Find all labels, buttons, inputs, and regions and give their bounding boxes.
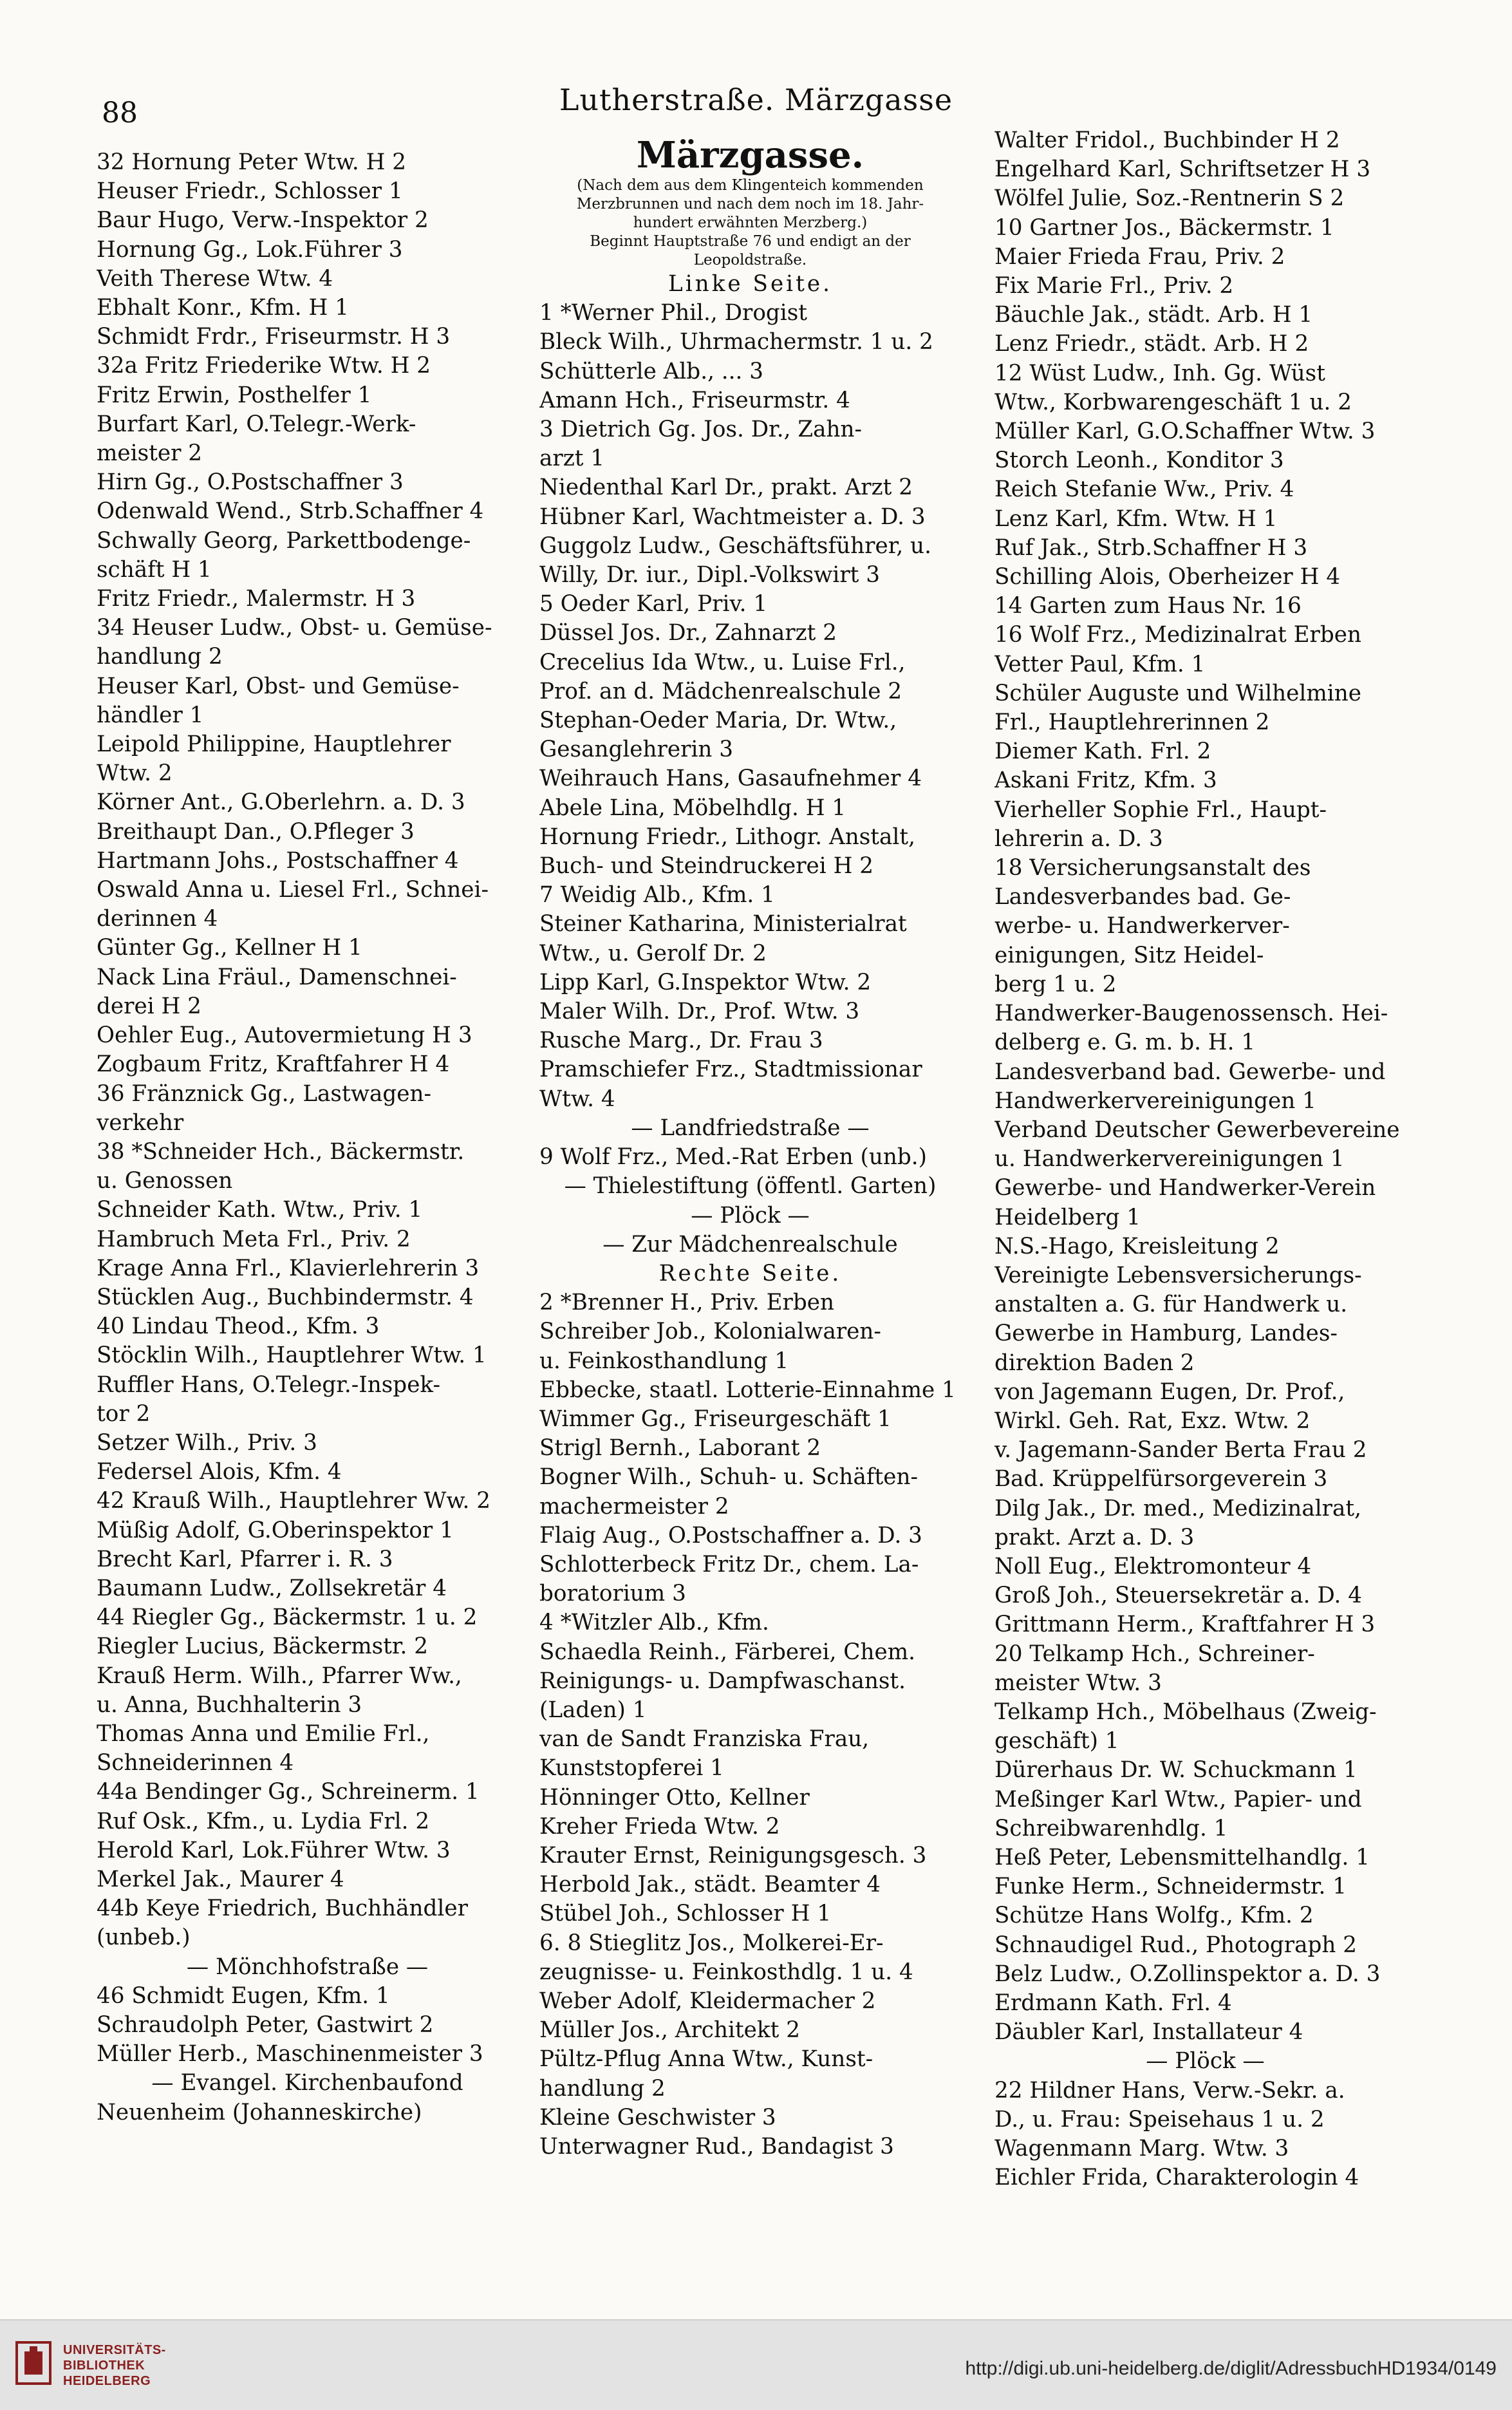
directory-line: Däubler Karl, Installateur 4: [994, 2019, 1303, 2046]
directory-line: Storch Leonh., Konditor 3: [994, 447, 1284, 474]
directory-line: 4 *Witzler Alb., Kfm.: [539, 1610, 769, 1636]
running-header: Lutherstraße. Märzgasse: [559, 82, 953, 117]
directory-line: Eichler Frida, Charakterologin 4: [994, 2165, 1359, 2191]
directory-line: (unbeb.): [97, 1925, 191, 1951]
directory-line: Maler Wilh. Dr., Prof. Wtw. 3: [539, 999, 860, 1025]
directory-line: Handwerker-Baugenossensch. Hei-: [994, 1001, 1388, 1027]
directory-line: Unterwagner Rud., Bandagist 3: [539, 2134, 894, 2160]
directory-line: Günter Gg., Kellner H 1: [97, 935, 362, 961]
directory-line: Thomas Anna und Emilie Frl.,: [97, 1720, 430, 1747]
directory-line: arzt 1: [539, 446, 605, 472]
directory-line: Kleine Geschwister 3: [539, 2104, 776, 2131]
directory-line: Brecht Karl, Pfarrer i. R. 3: [97, 1546, 393, 1572]
directory-line: 5 Oeder Karl, Priv. 1: [539, 591, 768, 617]
directory-line: Dürerhaus Dr. W. Schuckmann 1: [994, 1757, 1358, 1784]
logo-line: HEIDELBERG: [63, 2374, 151, 2388]
directory-line: Ruffler Hans, O.Telegr.-Inspek-: [97, 1371, 441, 1398]
directory-line: werbe- u. Handwerkerver-: [994, 913, 1290, 939]
directory-line: 38 *Schneider Hch., Bäckermstr.: [97, 1138, 465, 1165]
directory-line: Gesanglehrerin 3: [539, 737, 734, 763]
directory-line: 44 Riegler Gg., Bäckermstr. 1 u. 2: [97, 1605, 478, 1631]
directory-line: Dilg Jak., Dr. med., Medizinalrat,: [994, 1495, 1361, 1521]
directory-line: Schneider Kath. Wtw., Priv. 1: [97, 1197, 423, 1223]
directory-line: Gewerbe- und Handwerker-Verein: [994, 1175, 1376, 1201]
directory-line: Bleck Wilh., Uhrmachermstr. 1 u. 2: [539, 329, 933, 355]
directory-line: 20 Telkamp Hch., Schreiner-: [994, 1641, 1315, 1667]
left-side-heading: Linke Seite.: [668, 271, 832, 297]
directory-line: Bogner Wilh., Schuh- u. Schäften-: [539, 1464, 919, 1491]
directory-line: Grittmann Herm., Kraftfahrer H 3: [994, 1612, 1376, 1638]
directory-line: Wirkl. Geh. Rat, Exz. Wtw. 2: [994, 1407, 1311, 1434]
directory-line: Niedenthal Karl Dr., prakt. Arzt 2: [539, 475, 913, 501]
directory-line: Reich Stefanie Ww., Priv. 4: [994, 476, 1294, 503]
directory-line: geschäft) 1: [994, 1728, 1119, 1755]
directory-line: Hambruch Meta Frl., Priv. 2: [97, 1226, 411, 1252]
directory-line: handlung 2: [539, 2075, 666, 2102]
directory-line: 32 Hornung Peter Wtw. H 2: [97, 149, 407, 175]
directory-line: Schneiderinnen 4: [97, 1750, 294, 1776]
directory-line: 9 Wolf Frz., Med.-Rat Erben (unb.): [539, 1144, 927, 1171]
directory-line: Hornung Friedr., Lithogr. Anstalt,: [539, 824, 915, 850]
directory-line: Schlotterbeck Fritz Dr., chem. La-: [539, 1551, 919, 1577]
directory-line: Diemer Kath. Frl. 2: [994, 739, 1211, 765]
directory-line: 12 Wüst Ludw., Inh. Gg. Wüst: [994, 360, 1325, 386]
directory-line: Vetter Paul, Kfm. 1: [994, 651, 1206, 677]
directory-line: prakt. Arzt a. D. 3: [994, 1524, 1195, 1550]
directory-line: Wtw. 2: [97, 760, 173, 787]
directory-line: — Mönchhofstraße —: [186, 1953, 429, 1980]
directory-line: Schreiber Job., Kolonialwaren-: [539, 1319, 881, 1345]
note-line: Merzbrunnen und nach dem noch im 18. Jahr-: [576, 196, 924, 212]
directory-line: Leipold Philippine, Hauptlehrer: [97, 731, 451, 758]
directory-line: 3 Dietrich Gg. Jos. Dr., Zahn-: [539, 417, 863, 443]
directory-line: delberg e. G. m. b. H. 1: [994, 1030, 1256, 1056]
directory-line: Schmidt Frdr., Friseurmstr. H 3: [97, 324, 451, 350]
directory-line: Handwerkervereinigungen 1: [994, 1087, 1316, 1114]
directory-line: Groß Joh., Steuersekretär a. D. 4: [994, 1583, 1363, 1609]
directory-line: Krauter Ernst, Reinigungsgesch. 3: [539, 1842, 927, 1869]
directory-line: Lenz Friedr., städt. Arb. H 2: [994, 331, 1309, 357]
directory-line: meister 2: [97, 440, 203, 467]
directory-line: 34 Heuser Ludw., Obst- u. Gemüse-: [97, 615, 492, 641]
directory-line: N.S.-Hago, Kreisleitung 2: [994, 1233, 1280, 1259]
directory-line: derei H 2: [97, 993, 201, 1019]
column-middle: [539, 134, 961, 2161]
directory-line: Flaig Aug., O.Postschaffner a. D. 3: [539, 1522, 922, 1549]
directory-line: Odenwald Wend., Strb.Schaffner 4: [97, 498, 484, 525]
directory-line: Fritz Erwin, Posthelfer 1: [97, 382, 372, 408]
directory-line: Stöcklin Wilh., Hauptlehrer Wtw. 1: [97, 1342, 487, 1369]
directory-line: v. Jagemann-Sander Berta Frau 2: [994, 1437, 1367, 1464]
directory-line: Kreher Frieda Wtw. 2: [539, 1813, 780, 1840]
directory-line: Abele Lina, Möbelhdlg. H 1: [539, 795, 846, 821]
directory-line: Vierheller Sophie Frl., Haupt-: [994, 796, 1327, 823]
directory-line: Willy, Dr. iur., Dipl.-Volkswirt 3: [539, 562, 881, 588]
directory-line: Heidelberg 1: [994, 1204, 1141, 1230]
directory-line: Schreibwarenhdlg. 1: [994, 1815, 1228, 1841]
directory-line: Neuenheim (Johanneskirche): [97, 2099, 422, 2125]
directory-line: 6. 8 Stieglitz Jos., Molkerei-Er-: [539, 1930, 884, 1956]
directory-line: Meßinger Karl Wtw., Papier- und: [994, 1786, 1362, 1812]
directory-line: Erdmann Kath. Frl. 4: [994, 1990, 1232, 2016]
directory-line: schäft H 1: [97, 556, 212, 583]
note-line: hundert erwähnten Merzberg.): [633, 214, 868, 231]
directory-line: von Jagemann Eugen, Dr. Prof.,: [994, 1379, 1345, 1405]
directory-line: einigungen, Sitz Heidel-: [994, 942, 1264, 968]
directory-line: boratorium 3: [539, 1581, 686, 1607]
directory-line: lehrerin a. D. 3: [994, 825, 1163, 852]
directory-line: Rechte Seite.: [658, 1260, 842, 1286]
directory-line: Heuser Friedr., Schlosser 1: [97, 178, 403, 205]
directory-line: Heß Peter, Lebensmittelhandlg. 1: [994, 1844, 1370, 1870]
directory-line: Setzer Wilh., Priv. 3: [97, 1429, 317, 1456]
directory-line: Müller Jos., Architekt 2: [539, 2017, 800, 2044]
directory-line: Schaedla Reinh., Färberei, Chem.: [539, 1639, 915, 1665]
directory-line: Schütterle Alb., ... 3: [539, 358, 764, 384]
directory-line: Ruf Jak., Strb.Schaffner H 3: [994, 534, 1308, 561]
street-etymology-note: [539, 176, 961, 270]
directory-line: Crecelius Ida Wtw., u. Luise Frl.,: [539, 649, 906, 675]
directory-line: Verband Deutscher Gewerbevereine: [994, 1116, 1400, 1143]
logo-line: UNIVERSITÄTS-: [63, 2343, 166, 2357]
directory-line: Ebbecke, staatl. Lotterie-Einnahme 1: [539, 1377, 956, 1403]
directory-line: 42 Krauß Wilh., Hauptlehrer Ww. 2: [97, 1488, 491, 1514]
street-heading: Märzgasse.: [636, 134, 864, 176]
directory-line: Burfart Karl, O.Telegr.-Werk-: [97, 411, 416, 437]
directory-line: Merkel Jak., Maurer 4: [97, 1866, 344, 1892]
directory-line: Landesverbandes bad. Ge-: [994, 884, 1291, 910]
directory-line: Körner Ant., G.Oberlehrn. a. D. 3: [97, 789, 465, 816]
directory-line: Lipp Karl, G.Inspektor Wtw. 2: [539, 969, 872, 995]
directory-line: derinnen 4: [97, 906, 218, 932]
directory-line: 18 Versicherungsanstalt des: [994, 855, 1311, 881]
directory-line: Schüler Auguste und Wilhelmine: [994, 680, 1361, 706]
directory-line: Schütze Hans Wolfg., Kfm. 2: [994, 1903, 1314, 1929]
directory-line: 44a Bendinger Gg., Schreinerm. 1: [97, 1779, 480, 1805]
directory-line: Pramschiefer Frz., Stadtmissionar: [539, 1057, 922, 1083]
directory-line: berg 1 u. 2: [994, 971, 1117, 997]
middle-entries: [539, 299, 961, 2161]
directory-line: Rusche Marg., Dr. Frau 3: [539, 1028, 823, 1054]
directory-line: zeugnisse- u. Feinkosthdlg. 1 u. 4: [539, 1959, 913, 1985]
note-line: Beginnt Hauptstraße 76 und endigt an der: [590, 233, 911, 250]
directory-line: Müller Herb., Maschinenmeister 3: [97, 2041, 483, 2067]
directory-line: u. Anna, Buchhalterin 3: [97, 1691, 362, 1718]
directory-line: Strigl Bernh., Laborant 2: [539, 1435, 821, 1462]
directory-line: meister Wtw. 3: [994, 1670, 1162, 1696]
directory-line: handlung 2: [97, 644, 223, 670]
note-line: Leopoldstraße.: [693, 252, 807, 268]
directory-line: Müßig Adolf, G.Oberinspektor 1: [97, 1517, 454, 1543]
note-line: (Nach dem aus dem Klingenteich kommenden: [577, 177, 924, 194]
directory-line: — Plöck —: [1146, 2048, 1265, 2075]
directory-line: Pültz-Pflug Anna Wtw., Kunst-: [539, 2046, 873, 2073]
directory-line: 2 *Brenner H., Priv. Erben: [539, 1290, 835, 1316]
directory-line: Bäuchle Jak., städt. Arb. H 1: [994, 302, 1313, 328]
directory-line: Wtw., u. Gerolf Dr. 2: [539, 940, 767, 966]
directory-line: Stübel Joh., Schlosser H 1: [539, 1901, 832, 1927]
directory-line: — Landfriedstraße —: [631, 1115, 870, 1141]
directory-line: tor 2: [97, 1400, 151, 1427]
directory-line: Landesverband bad. Gewerbe- und: [994, 1059, 1386, 1085]
directory-line: 22 Hildner Hans, Verw.-Sekr. a.: [994, 2077, 1345, 2104]
directory-line: u. Handwerkervereinigungen 1: [994, 1146, 1345, 1172]
directory-line: — Plöck —: [691, 1202, 810, 1229]
logo-line: BIBLIOTHEK: [63, 2358, 145, 2373]
directory-line: Stephan-Oeder Maria, Dr. Wtw.,: [539, 708, 897, 734]
directory-line: machermeister 2: [539, 1493, 729, 1520]
directory-line: Baur Hugo, Verw.-Inspektor 2: [97, 207, 429, 234]
directory-line: Riegler Lucius, Bäckermstr. 2: [97, 1633, 428, 1660]
directory-line: Reinigungs- u. Dampfwaschanst.: [539, 1668, 906, 1694]
directory-line: — Zur Mädchenrealschule: [602, 1231, 898, 1257]
directory-line: Telkamp Hch., Möbelhaus (Zweig-: [994, 1699, 1377, 1725]
directory-line: D., u. Frau: Speisehaus 1 u. 2: [994, 2106, 1325, 2132]
directory-line: Oswald Anna u. Liesel Frl., Schnei-: [97, 877, 489, 903]
directory-line: — Thielestiftung (öffentl. Garten): [564, 1173, 937, 1200]
directory-line: Maier Frieda Frau, Priv. 2: [994, 243, 1285, 270]
directory-line: u. Genossen: [97, 1168, 233, 1194]
directory-line: Vereinigte Lebensversicherungs-: [994, 1262, 1362, 1288]
directory-line: Schilling Alois, Oberheizer H 4: [994, 564, 1341, 590]
directory-line: Hornung Gg., Lok.Führer 3: [97, 236, 403, 263]
directory-line: Herold Karl, Lok.Führer Wtw. 3: [97, 1837, 451, 1863]
column-right: [994, 126, 1416, 2192]
directory-line: Baumann Ludw., Zollsekretär 4: [97, 1575, 447, 1601]
directory-line: Herbold Jak., städt. Beamter 4: [539, 1872, 881, 1898]
directory-line: Hirn Gg., O.Postschaffner 3: [97, 469, 404, 496]
directory-line: Heuser Karl, Obst- und Gemüse-: [97, 673, 460, 699]
directory-line: Krage Anna Frl., Klavierlehrerin 3: [97, 1255, 480, 1281]
directory-line: Veith Therese Wtw. 4: [97, 265, 333, 292]
directory-line: 46 Schmidt Eugen, Kfm. 1: [97, 1982, 390, 2009]
directory-line: 40 Lindau Theod., Kfm. 3: [97, 1313, 380, 1340]
directory-line: Oehler Eug., Autovermietung H 3: [97, 1022, 472, 1049]
directory-line: Wagenmann Marg. Wtw. 3: [994, 2136, 1289, 2162]
directory-line: Noll Eug., Elektromonteur 4: [994, 1553, 1312, 1579]
directory-line: 10 Gartner Jos., Bäckermstr. 1: [994, 214, 1334, 241]
page-number: 88: [102, 97, 138, 129]
directory-line: Weihrauch Hans, Gasaufnehmer 4: [539, 766, 922, 792]
directory-line: Ebhalt Konr., Kfm. H 1: [97, 295, 349, 321]
column-left: [97, 148, 518, 2127]
directory-line: 44b Keye Friedrich, Buchhändler: [97, 1896, 468, 1922]
directory-line: Amann Hch., Friseurmstr. 4: [539, 387, 850, 413]
directory-line: direktion Baden 2: [994, 1350, 1195, 1376]
directory-line: Fritz Friedr., Malermstr. H 3: [97, 586, 416, 612]
directory-line: Wtw. 4: [539, 1086, 615, 1112]
directory-line: van de Sandt Franziska Frau,: [539, 1726, 870, 1753]
directory-line: Federsel Alois, Kfm. 4: [97, 1459, 342, 1485]
directory-line: Walter Fridol., Buchbinder H 2: [994, 127, 1340, 153]
directory-line: Bad. Krüppelfürsorgeverein 3: [994, 1466, 1328, 1492]
directory-line: Nack Lina Fräul., Damenschnei-: [97, 964, 457, 990]
directory-line: Fix Marie Frl., Priv. 2: [994, 273, 1234, 299]
directory-line: Schwally Georg, Parkettbodenge-: [97, 527, 471, 554]
directory-line: Belz Ludw., O.Zollinspektor a. D. 3: [994, 1961, 1381, 1987]
directory-line: Hönninger Otto, Kellner: [539, 1784, 810, 1811]
directory-line: Buch- und Steindruckerei H 2: [539, 853, 874, 880]
directory-line: Prof. an d. Mädchenrealschule 2: [539, 678, 902, 704]
directory-line: Schraudolph Peter, Gastwirt 2: [97, 2012, 434, 2038]
directory-line: Zogbaum Fritz, Kraftfahrer H 4: [97, 1051, 450, 1078]
directory-line: Krauß Herm. Wilh., Pfarrer Ww.,: [97, 1662, 462, 1689]
directory-line: — Evangel. Kirchenbaufond: [151, 2070, 463, 2096]
directory-line: 16 Wolf Frz., Medizinalrat Erben: [994, 622, 1362, 648]
directory-line: 32a Fritz Friederike Wtw. H 2: [97, 353, 431, 379]
directory-line: Ruf Osk., Kfm., u. Lydia Frl. 2: [97, 1808, 430, 1834]
directory-line: Wimmer Gg., Friseurgeschäft 1: [539, 1406, 891, 1432]
directory-line: 7 Weidig Alb., Kfm. 1: [539, 882, 775, 908]
library-logo-text[interactable]: [63, 2342, 166, 2389]
directory-line: Steiner Katharina, Ministerialrat: [539, 911, 907, 937]
directory-line: Weber Adolf, Kleidermacher 2: [539, 1988, 876, 2014]
directory-line: Askani Fritz, Kfm. 3: [994, 767, 1217, 794]
directory-line: Gewerbe in Hamburg, Landes-: [994, 1321, 1338, 1347]
directory-line: Hübner Karl, Wachtmeister a. D. 3: [539, 504, 926, 530]
directory-line: Frl., Hauptlehrerinnen 2: [994, 710, 1270, 736]
directory-line: Wtw., Korbwarengeschäft 1 u. 2: [994, 389, 1352, 415]
directory-line: 36 Fränznick Gg., Lastwagen-: [97, 1080, 432, 1107]
directory-line: Breithaupt Dan., O.Pfleger 3: [97, 818, 415, 845]
directory-line: Lenz Karl, Kfm. Wtw. H 1: [994, 505, 1278, 532]
directory-line: Funke Herm., Schneidermstr. 1: [994, 1874, 1347, 1900]
university-seal-icon: [14, 2340, 53, 2386]
directory-line: Kunststopferei 1: [539, 1755, 724, 1782]
directory-line: u. Feinkosthandlung 1: [539, 1348, 789, 1374]
directory-line: Müller Karl, G.O.Schaffner Wtw. 3: [994, 419, 1376, 445]
directory-line: Düssel Jos. Dr., Zahnarzt 2: [539, 620, 837, 646]
directory-line: (Laden) 1: [539, 1697, 647, 1723]
directory-line: händler 1: [97, 702, 204, 728]
directory-line: anstalten a. G. für Handwerk u.: [994, 1292, 1348, 1318]
directory-line: Engelhard Karl, Schriftsetzer H 3: [994, 156, 1371, 183]
directory-line: verkehr: [97, 1109, 184, 1136]
directory-line: Stücklen Aug., Buchbindermstr. 4: [97, 1284, 474, 1310]
directory-line: 1 *Werner Phil., Drogist: [539, 300, 808, 326]
directory-line: Hartmann Johs., Postschaffner 4: [97, 847, 459, 874]
directory-line: Guggolz Ludw., Geschäftsführer, u.: [539, 532, 931, 559]
footer-bar: [0, 2319, 1512, 2410]
directory-line: 14 Garten zum Haus Nr. 16: [994, 593, 1302, 619]
source-url-link[interactable]: http://digi.ub.uni-heidelberg.de/diglit/AdressbuchHD1934/0149: [965, 2358, 1497, 2379]
directory-line: Wölfel Julie, Soz.-Rentnerin S 2: [994, 185, 1345, 212]
directory-line: Schnaudigel Rud., Photograph 2: [994, 1932, 1358, 1958]
